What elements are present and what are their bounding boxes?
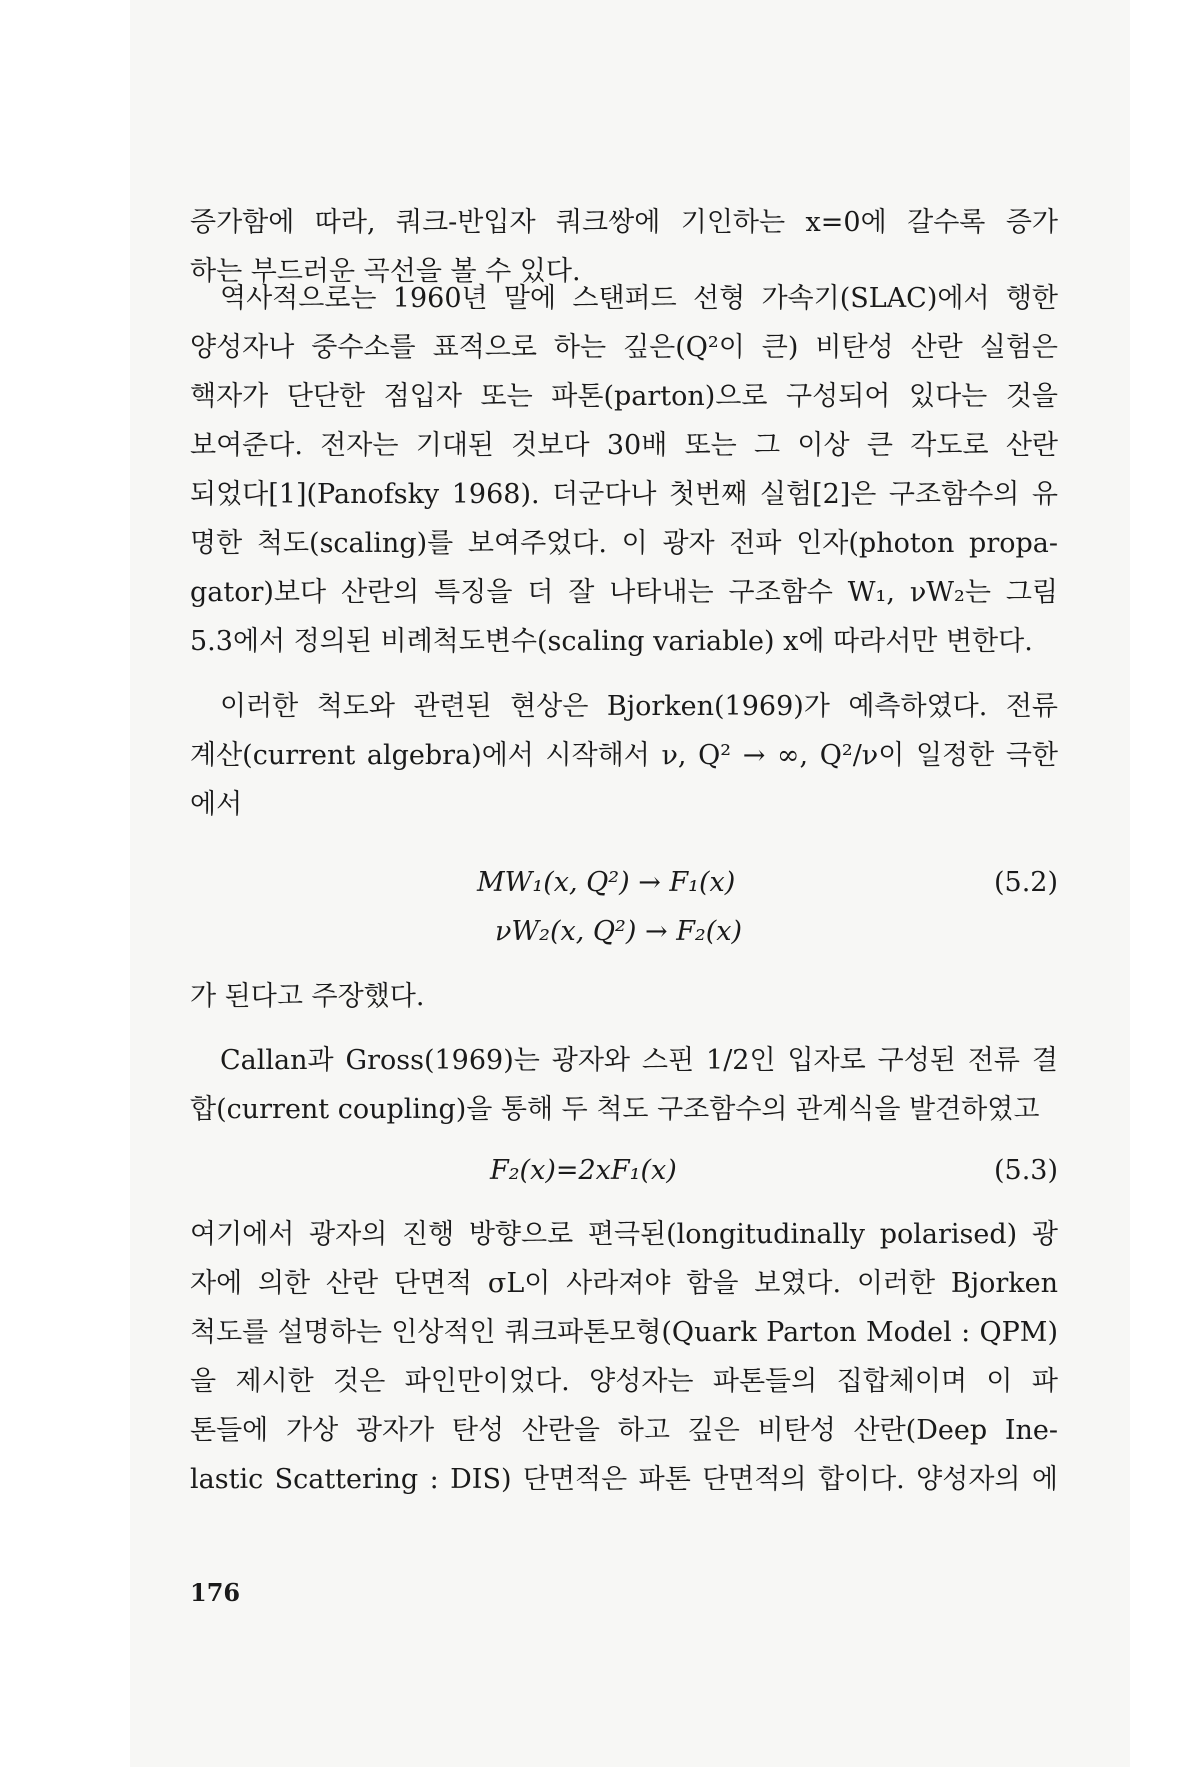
text-line: 자에 의한 산란 단면적 σL이 사라져야 함을 보였다. 이러한 Bjorken <box>190 1268 1058 1299</box>
text-line: 가 된다고 주장했다. <box>190 981 425 1012</box>
text-line: 양성자나 중수소를 표적으로 하는 깊은(Q²이 큰) 비탄성 산란 실험은 <box>190 332 1058 363</box>
text-line: 에서 <box>190 789 243 820</box>
equation-line: MW₁(x, Q²) → F₁(x) <box>477 867 736 898</box>
text-line: 이러한 척도와 관련된 현상은 Bjorken(1969)가 예측하였다. 전류 <box>220 691 1058 722</box>
text-line: 척도를 설명하는 인상적인 쿼크파톤모형(Quark Parton Model : QPM) <box>190 1317 1058 1348</box>
text-line: Callan과 Gross(1969)는 광자와 스핀 1/2인 입자로 구성된 전류 결 <box>220 1045 1058 1076</box>
text-line: 여기에서 광자의 진행 방향으로 편극된(longitudinally polarised) 광 <box>190 1219 1058 1250</box>
equation-5-2 <box>190 858 1058 956</box>
text-line: 을 제시한 것은 파인만이었다. 양성자는 파톤들의 집합체이며 이 파 <box>190 1366 1058 1397</box>
text-line: 5.3에서 정의된 비례척도변수(scaling variable) x에 따라서만 변한다. <box>190 626 1033 657</box>
text-line: 역사적으로는 1960년 말에 스탠퍼드 선형 가속기(SLAC)에서 행한 <box>220 283 1058 314</box>
text-line: 명한 척도(scaling)를 보여주었다. 이 광자 전파 인자(photon propa- <box>190 528 1058 559</box>
text-line: 합(current coupling)을 통해 두 척도 구조함수의 관계식을 발견하였고 <box>190 1094 1040 1125</box>
text-line: 톤들에 가상 광자가 탄성 산란을 하고 깊은 비탄성 산란(Deep Ine- <box>190 1415 1058 1446</box>
text-line: 핵자가 단단한 점입자 또는 파톤(parton)으로 구성되어 있다는 것을 <box>190 381 1058 412</box>
text-line: 하는 부드러운 곡선을 볼 수 있다. <box>190 256 581 287</box>
paragraph-6 <box>190 1210 1058 1504</box>
paragraph-5 <box>190 1036 1058 1134</box>
page-number: 176 <box>190 1578 241 1607</box>
equation-line: νW₂(x, Q²) → F₂(x) <box>495 916 743 947</box>
paragraph-2 <box>190 274 1058 666</box>
equation-number: (5.2) <box>993 867 1058 898</box>
paragraph-3 <box>190 682 1058 829</box>
text-line: 되었다[1](Panofsky 1968). 더군다나 첫번째 실험[2]은 구조함수의 유 <box>190 479 1058 510</box>
equation-5-3 <box>190 1146 1058 1195</box>
equation-line: F₂(x)=2xF₁(x) <box>490 1155 677 1186</box>
text-line: gator)보다 산란의 특징을 더 잘 나타내는 구조함수 W₁, νW₂는 그림 <box>190 577 1058 608</box>
text-line: 증가함에 따라, 쿼크-반입자 쿼크쌍에 기인하는 x=0에 갈수록 증가 <box>190 207 1058 238</box>
text-line: lastic Scattering : DIS) 단면적은 파톤 단면적의 합이다. 양성자의 에 <box>190 1464 1058 1495</box>
text-line: 보여준다. 전자는 기대된 것보다 30배 또는 그 이상 큰 각도로 산란 <box>190 430 1058 461</box>
paragraph-4 <box>190 972 1058 1021</box>
text-line: 계산(current algebra)에서 시작해서 ν, Q² → ∞, Q²/ν이 일정한 극한 <box>190 740 1058 771</box>
equation-number: (5.3) <box>993 1155 1058 1186</box>
